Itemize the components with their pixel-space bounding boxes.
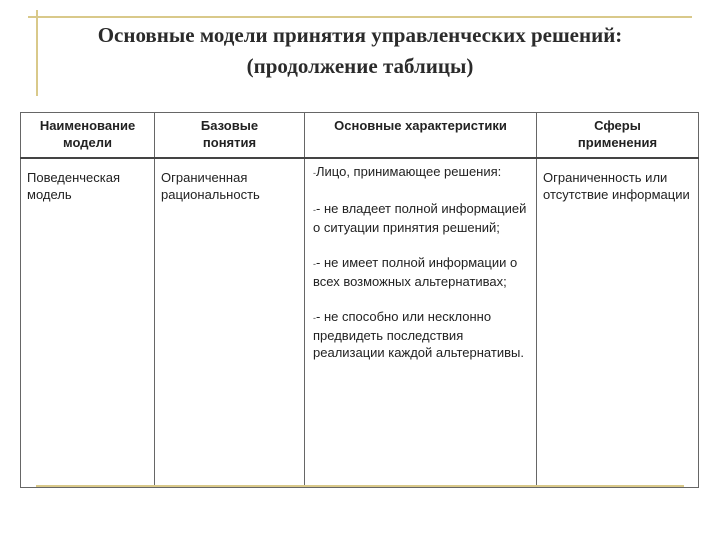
frame-left-line (36, 10, 38, 96)
cell-model-name: Поведенческая модель (21, 158, 155, 488)
characteristics-item-2-marker: - (313, 259, 316, 269)
characteristics-item-2-text: - не имеет полной информации о всех возможных альтернативах; (313, 255, 518, 289)
header-application-line-2: применения (577, 135, 658, 150)
cell-application: Ограниченность или отсутствие информации (537, 158, 699, 488)
title-line-2: (продолжение таблицы) (246, 54, 474, 78)
characteristics-intro-text: Лицо, принимающее решения: (316, 164, 502, 179)
characteristics-intro (311, 163, 530, 182)
header-characteristics-line-1: Основные характеристики (334, 118, 507, 133)
characteristics-item-1-marker: - (313, 205, 316, 215)
characteristics-item-3-marker: - (313, 313, 316, 323)
cell-characteristics (305, 158, 537, 488)
table-row (21, 158, 699, 488)
models-table (20, 112, 699, 488)
characteristics-marker: - (313, 168, 316, 178)
characteristics-item-1 (311, 200, 530, 236)
header-model-name (21, 113, 155, 159)
header-model-name-line-1: Наименование (39, 118, 136, 133)
frame-top-line (28, 16, 692, 18)
table-header-row (21, 113, 699, 159)
characteristics-item-3 (311, 308, 530, 361)
slide-title (40, 20, 680, 82)
frame-bottom-line (36, 485, 684, 487)
characteristics-item-1-text: - не владеет полной информацией о ситуации принятия решений; (313, 201, 527, 235)
characteristics-item-2 (311, 254, 530, 290)
header-model-name-line-2: модели (63, 135, 112, 150)
cell-base-concepts: Ограниченная рациональность (155, 158, 305, 488)
characteristics-item-3-text: - не способно или несклонно предвидеть последствия реализации каждой альтернативы. (313, 309, 524, 360)
header-application (537, 113, 699, 159)
header-base-concepts-line-1: Базовые (200, 118, 259, 133)
header-base-concepts (155, 113, 305, 159)
header-base-concepts-line-2: понятия (202, 135, 257, 150)
title-line-1: Основные модели принятия управленческих решений: (97, 23, 623, 47)
header-application-line-1: Сферы (594, 118, 641, 133)
header-characteristics (305, 113, 537, 159)
